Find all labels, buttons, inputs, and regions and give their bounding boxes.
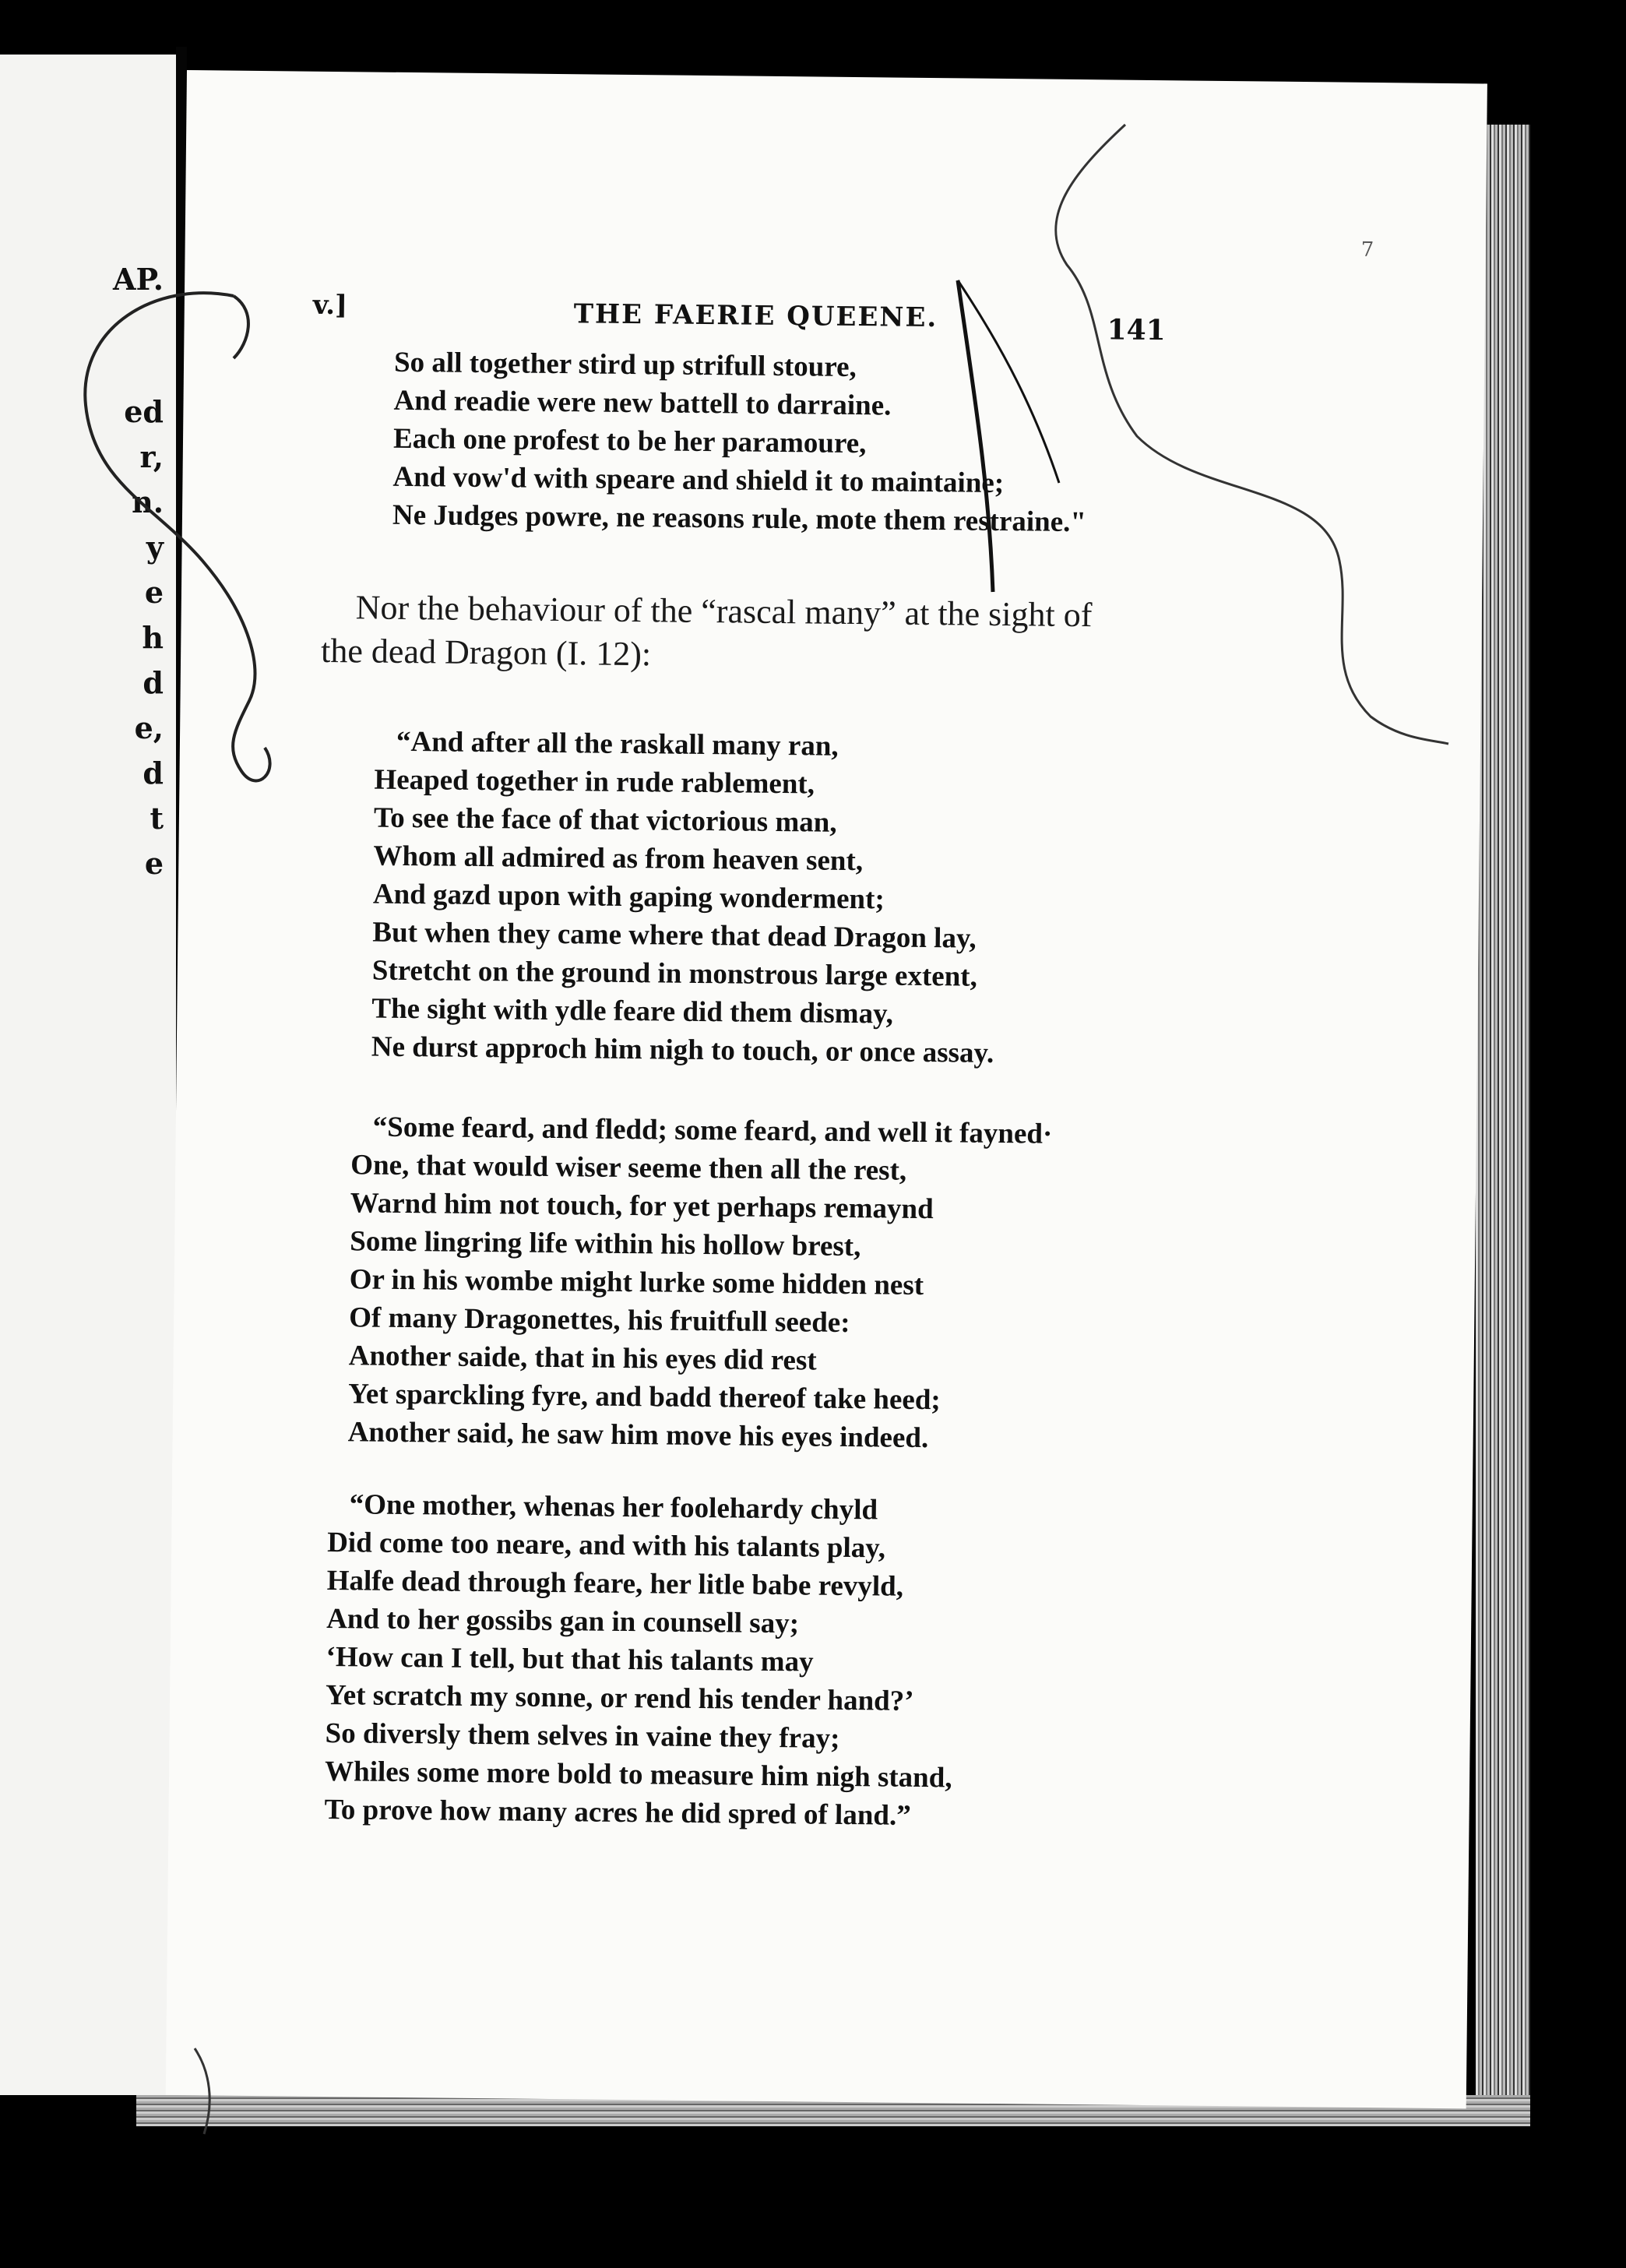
prose-line: the dead Dragon (I. 12): bbox=[320, 631, 652, 674]
chapter-mark: v.] bbox=[312, 289, 348, 322]
stanza-2 bbox=[371, 723, 998, 1072]
running-head bbox=[184, 238, 1485, 348]
facing-page bbox=[0, 55, 178, 2095]
facing-page-fragment: d bbox=[143, 755, 164, 791]
stanza-4 bbox=[324, 1485, 955, 1835]
facing-page-fragment: e, bbox=[134, 710, 164, 745]
verse-line: Or in his wombe might lurke some hidden nest bbox=[349, 1263, 924, 1301]
verse-line: Stretcht on the ground in monstrous large extent, bbox=[371, 954, 978, 993]
verse-line: And gazd upon with gaping wonderment; bbox=[372, 878, 885, 916]
facing-page-fragment: e bbox=[144, 846, 164, 881]
verse-line: Of many Dragonettes, his fruitfull seede: bbox=[349, 1301, 850, 1340]
margin-mark: 7 bbox=[1360, 238, 1374, 262]
page-title: THE FAERIE QUEENE. bbox=[573, 298, 938, 334]
verse-line: Another saide, that in his eyes did rest bbox=[348, 1340, 817, 1377]
verse-line: “Some feard, and fledd; some feard, and well it fayned· bbox=[372, 1111, 1053, 1150]
facing-page-fragment: n. bbox=[132, 484, 164, 519]
verse-line: Ne Judges powre, ne reasons rule, mote them restraine." bbox=[392, 498, 1087, 539]
verse-line: Another said, he saw him move his eyes indeed. bbox=[347, 1416, 929, 1455]
verse-line: And readie were new battell to darraine. bbox=[393, 384, 892, 422]
verse-line: Warnd him not touch, for yet perhaps remaynd bbox=[350, 1187, 934, 1226]
verse-line: Ne durst approch him nigh to touch, or once assay. bbox=[371, 1030, 994, 1069]
verse-line: “One mother, whenas her foolehardy chyld bbox=[349, 1488, 878, 1527]
verse-line: To prove how many acres he did spred of land.” bbox=[324, 1793, 911, 1832]
verse-line: One, that would wiser seeme then all the rest, bbox=[350, 1149, 907, 1187]
facing-page-fragment: t bbox=[150, 801, 164, 836]
verse-line: ‘How can I tell, but that his talants may bbox=[326, 1640, 814, 1678]
book-page bbox=[166, 70, 1487, 2108]
facing-page-fragment: AP. bbox=[113, 262, 164, 297]
verse-line: Yet scratch my sonne, or rend his tender hand?’ bbox=[325, 1678, 914, 1717]
verse-line: But when they came where that dead Dragon lay, bbox=[372, 916, 977, 955]
facing-page-fragment: r, bbox=[139, 439, 164, 474]
verse-line: To see the face of that victorious man, bbox=[373, 801, 837, 839]
page-edges bbox=[1476, 125, 1530, 2118]
verse-line: Whiles some more bold to measure him nigh stand, bbox=[324, 1755, 952, 1794]
verse-line: Yet sparckling fyre, and badd thereof take heed; bbox=[347, 1378, 941, 1417]
verse-line: So diversly them selves in vaine they fray; bbox=[325, 1717, 840, 1755]
prose-line: Nor the behaviour of the “rascal many” at the sight of bbox=[355, 588, 1093, 635]
verse-line: The sight with ydle feare did them dismay, bbox=[371, 992, 894, 1030]
verse-line: Whom all admired as from heaven sent, bbox=[373, 840, 864, 878]
verse-line: “And after all the raskall many ran, bbox=[396, 725, 839, 762]
verse-line: Halfe dead through feare, her litle babe revyld, bbox=[326, 1564, 904, 1603]
facing-page-fragment: d bbox=[143, 665, 164, 700]
verse-line: Each one profest to be her paramoure, bbox=[392, 422, 867, 460]
verse-line: So all together stird up strifull stoure, bbox=[393, 346, 857, 384]
stanza-1 bbox=[392, 343, 1088, 541]
prose-paragraph bbox=[321, 586, 1093, 681]
stanza-3 bbox=[347, 1108, 1052, 1458]
facing-page-fragment: h bbox=[142, 620, 164, 655]
facing-page-fragment: y bbox=[146, 530, 164, 565]
verse-line: Some lingring life within his hollow brest, bbox=[350, 1225, 861, 1263]
page-number: 141 bbox=[1107, 313, 1166, 347]
verse-line: Did come too neare, and with his talants play, bbox=[326, 1526, 886, 1565]
facing-page-fragment: ed bbox=[124, 394, 164, 429]
verse-line: And to her gossibs gan in counsell say; bbox=[326, 1602, 800, 1640]
facing-page-fragment: e bbox=[144, 575, 164, 610]
verse-line: Heaped together in rude rablement, bbox=[374, 763, 815, 801]
verse-line: And vow'd with speare and shield it to maintaine; bbox=[392, 460, 1005, 500]
